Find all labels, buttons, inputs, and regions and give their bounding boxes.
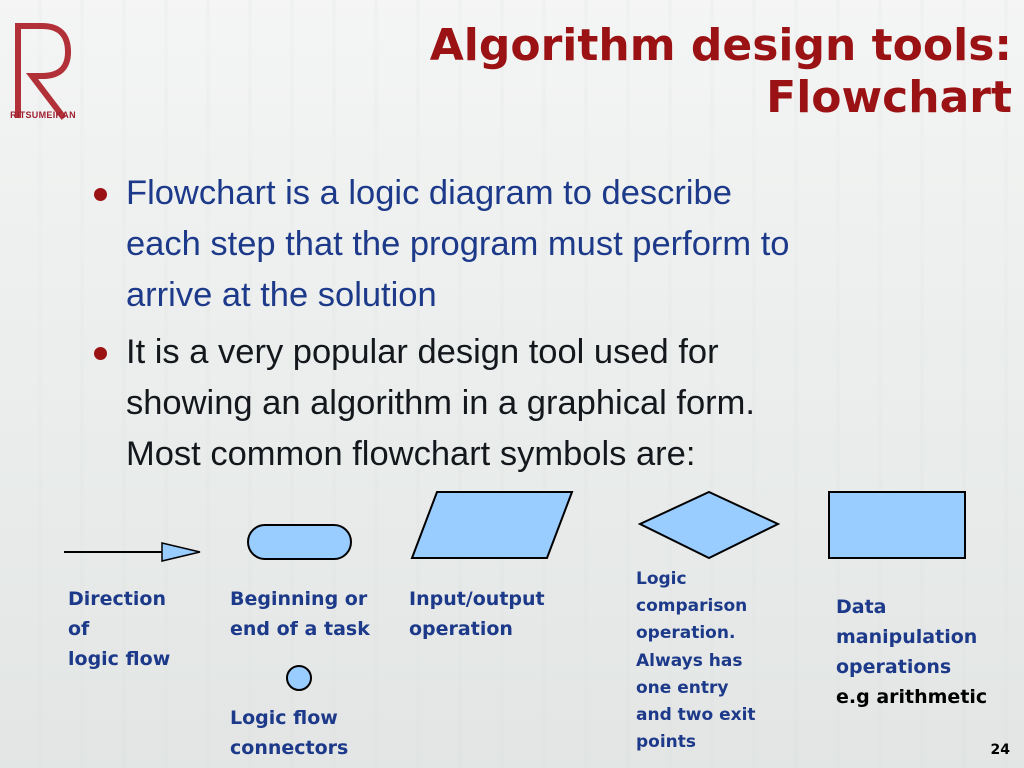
- title-line-2: Flowchart: [766, 72, 1012, 123]
- label-line: logic flow: [68, 648, 171, 670]
- bullet-line: It is a very popular design tool used for: [126, 333, 719, 371]
- terminal-label: [230, 584, 370, 644]
- slide-title: [252, 20, 1012, 124]
- label-line: points: [636, 732, 697, 753]
- connector-label: [230, 703, 348, 763]
- bullet-line: Most common flowchart symbols are:: [126, 435, 696, 473]
- bullet-list: [88, 168, 1013, 486]
- label-line: Beginning or: [230, 588, 368, 610]
- label-line: operation.: [636, 623, 736, 644]
- label-line: Direction: [68, 588, 166, 610]
- label-line: comparison: [636, 596, 748, 617]
- label-line: one entry: [636, 677, 729, 698]
- label-example: e.g arithmetic: [836, 686, 988, 708]
- bullet-dot-icon: [94, 188, 107, 201]
- bullet-item: [88, 327, 1013, 480]
- bullet-item: [88, 168, 1013, 321]
- decision-label: [636, 566, 756, 756]
- label-line: operation: [409, 618, 513, 640]
- label-line: end of a task: [230, 618, 370, 640]
- label-line: of: [68, 618, 90, 640]
- bullet-line: showing an algorithm in a graphical form.: [126, 384, 755, 422]
- bullet-dot-icon: [94, 347, 107, 360]
- label-line: manipulation: [836, 626, 978, 648]
- label-line: Input/output: [409, 588, 545, 610]
- direction-label: [68, 584, 170, 674]
- process-label: [836, 592, 987, 712]
- bullet-line: each step that the program must perform to: [126, 225, 790, 263]
- label-line: connectors: [230, 737, 349, 759]
- label-line: Data: [836, 596, 887, 618]
- bullet-line: arrive at the solution: [126, 276, 437, 314]
- bullet-text: [126, 168, 1013, 321]
- label-line: Always has: [636, 650, 743, 671]
- title-line-1: Algorithm design tools:: [429, 20, 1012, 71]
- label-line: Logic flow: [230, 707, 338, 729]
- page-number: 24: [990, 742, 1010, 758]
- label-line: and two exit: [636, 705, 756, 726]
- label-line: Logic: [636, 569, 687, 589]
- bullet-line: Flowchart is a logic diagram to describe: [126, 174, 732, 212]
- label-line: operations: [836, 656, 952, 678]
- logo-text: RITSUMEIKAN: [10, 110, 76, 120]
- io-label: [409, 584, 545, 644]
- bullet-text: [126, 327, 1013, 480]
